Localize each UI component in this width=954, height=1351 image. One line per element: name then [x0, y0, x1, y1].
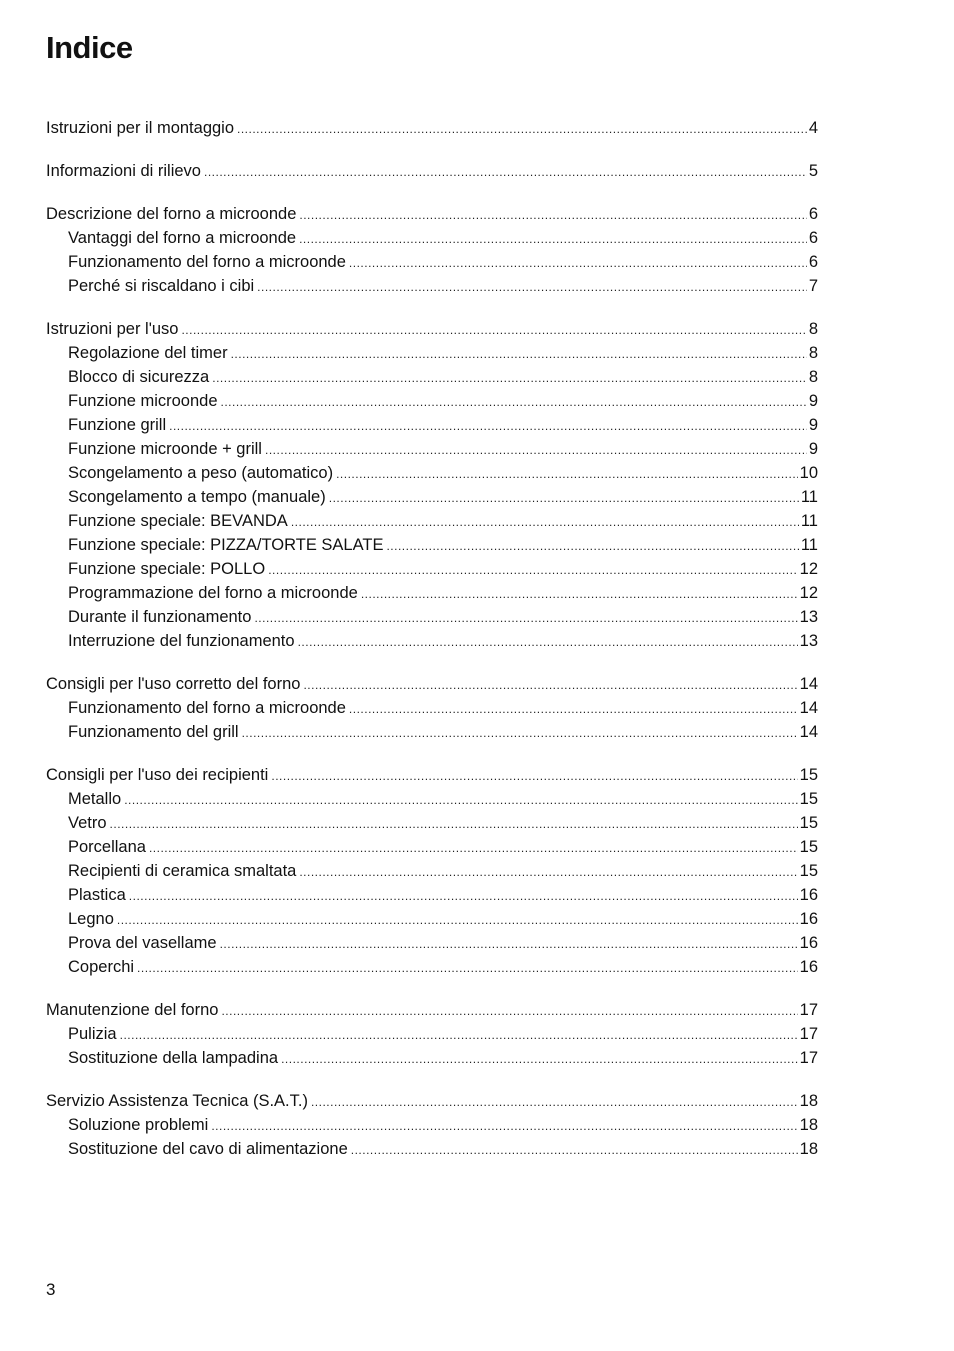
toc-entry-title: Sostituzione della lampadina [68, 1049, 279, 1067]
dot-leader [117, 908, 798, 932]
toc-section-entry[interactable] [46, 998, 818, 1022]
toc-entry-page: 15 [799, 838, 818, 856]
dot-leader [231, 342, 807, 366]
dot-leader [212, 366, 807, 390]
toc-entry-page: 14 [799, 699, 818, 717]
toc-entry-page: 15 [799, 790, 818, 808]
toc-subentry[interactable] [46, 1046, 818, 1070]
toc-subentry[interactable] [46, 720, 818, 744]
dot-leader [110, 812, 798, 836]
toc-entry-title: Consigli per l'uso dei recipienti [46, 766, 269, 784]
dot-leader [361, 582, 798, 606]
toc-entry-page: 16 [799, 958, 818, 976]
page-title: Indice [46, 30, 133, 65]
toc-subentry[interactable] [46, 485, 818, 509]
toc-subentry[interactable] [46, 509, 818, 533]
dot-leader [299, 860, 797, 884]
dot-leader [237, 117, 807, 141]
toc-entry-page: 15 [799, 814, 818, 832]
toc-entry-page: 12 [799, 584, 818, 602]
toc-subentry[interactable] [46, 883, 818, 907]
toc-entry-title: Funzione microonde + grill [68, 440, 262, 458]
toc-entry-page: 7 [808, 277, 818, 295]
dot-leader [181, 318, 806, 342]
toc-entry-page: 15 [799, 862, 818, 880]
toc-entry-page: 6 [808, 229, 818, 247]
toc-entry-title: Funzionamento del forno a microonde [68, 699, 346, 717]
toc-entry-title: Programmazione del forno a microonde [68, 584, 358, 602]
toc-subentry[interactable] [46, 811, 818, 835]
toc-entry-page: 9 [808, 416, 818, 434]
toc-entry-title: Plastica [68, 886, 126, 904]
toc-entry-page: 9 [808, 440, 818, 458]
dot-leader [149, 836, 798, 860]
toc-entry-title: Scongelamento a peso (automatico) [68, 464, 334, 482]
toc-entry-title: Regolazione del timer [68, 344, 228, 362]
toc-entry-page: 12 [799, 560, 818, 578]
toc-section [46, 763, 818, 979]
toc-entry-title: Durante il funzionamento [68, 608, 252, 626]
toc-entry-page: 17 [799, 1025, 818, 1043]
toc-subentry[interactable] [46, 696, 818, 720]
dot-leader [221, 999, 797, 1023]
toc-subentry[interactable] [46, 859, 818, 883]
dot-leader [120, 1023, 798, 1047]
dot-leader [303, 673, 797, 697]
toc-section-entry[interactable] [46, 1089, 818, 1113]
toc-subentry[interactable] [46, 1022, 818, 1046]
toc-subentry[interactable] [46, 1113, 818, 1137]
toc-section-entry[interactable] [46, 672, 818, 696]
toc-entry-title: Manutenzione del forno [46, 1001, 219, 1019]
toc-subentry[interactable] [46, 413, 818, 437]
toc-entry-title: Funzione grill [68, 416, 167, 434]
toc-entry-page: 11 [800, 536, 818, 554]
toc-entry-page: 13 [799, 632, 818, 650]
toc-section [46, 202, 818, 298]
toc-section-entry[interactable] [46, 159, 818, 183]
toc-subentry[interactable] [46, 533, 818, 557]
dot-leader [311, 1090, 798, 1114]
toc-entry-page: 6 [808, 253, 818, 271]
toc-entry-title: Descrizione del forno a microonde [46, 205, 297, 223]
dot-leader [271, 764, 797, 788]
dot-leader [265, 438, 807, 462]
toc-subentry[interactable] [46, 365, 818, 389]
toc-entry-title: Servizio Assistenza Tecnica (S.A.T.) [46, 1092, 308, 1110]
dot-leader [220, 932, 798, 956]
dot-leader [254, 606, 797, 630]
toc-entry-title: Consigli per l'uso corretto del forno [46, 675, 301, 693]
toc-entry-title: Vetro [68, 814, 107, 832]
dot-leader [336, 462, 798, 486]
dot-leader [221, 390, 807, 414]
toc-entry-title: Funzionamento del forno a microonde [68, 253, 346, 271]
toc-subentry[interactable] [46, 461, 818, 485]
toc-section [46, 1089, 818, 1161]
toc-subentry[interactable] [46, 341, 818, 365]
toc-subentry[interactable] [46, 1137, 818, 1161]
toc-subentry[interactable] [46, 581, 818, 605]
page-number: 3 [46, 1280, 56, 1299]
toc-subentry[interactable] [46, 226, 818, 250]
toc-entry-title: Funzione microonde [68, 392, 218, 410]
toc-entry-page: 10 [799, 464, 818, 482]
dot-leader [281, 1047, 798, 1071]
toc-subentry[interactable] [46, 250, 818, 274]
toc-subentry[interactable] [46, 605, 818, 629]
toc-entry-page: 16 [799, 910, 818, 928]
dot-leader [299, 203, 806, 227]
toc-entry-title: Funzionamento del grill [68, 723, 239, 741]
toc-subentry[interactable] [46, 931, 818, 955]
toc-entry-title: Informazioni di rilievo [46, 162, 201, 180]
toc-entry-title: Recipienti di ceramica smaltata [68, 862, 297, 880]
toc-entry-title: Funzione speciale: POLLO [68, 560, 266, 578]
toc-entry-title: Blocco di sicurezza [68, 368, 210, 386]
toc-subentry[interactable] [46, 835, 818, 859]
toc-entry-title: Vantaggi del forno a microonde [68, 229, 297, 247]
dot-leader [291, 510, 799, 534]
toc-entry-page: 6 [808, 205, 818, 223]
table-of-contents [46, 116, 818, 1180]
dot-leader [137, 956, 798, 980]
toc-entry-page: 18 [799, 1140, 818, 1158]
toc-entry-page: 16 [799, 934, 818, 952]
toc-entry-title: Funzione speciale: PIZZA/TORTE SALATE [68, 536, 384, 554]
toc-entry-page: 18 [799, 1116, 818, 1134]
toc-section [46, 998, 818, 1070]
toc-entry-page: 13 [799, 608, 818, 626]
toc-entry-title: Funzione speciale: BEVANDA [68, 512, 288, 530]
toc-entry-page: 4 [808, 119, 818, 137]
toc-section [46, 116, 818, 140]
dot-leader [351, 1138, 798, 1162]
toc-entry-title: Perché si riscaldano i cibi [68, 277, 255, 295]
dot-leader [298, 630, 798, 654]
toc-entry-page: 9 [808, 392, 818, 410]
toc-section-entry[interactable] [46, 202, 818, 226]
toc-entry-title: Soluzione problemi [68, 1116, 209, 1134]
dot-leader [349, 697, 798, 721]
dot-leader [124, 788, 797, 812]
toc-entry-page: 15 [799, 766, 818, 784]
dot-leader [211, 1114, 797, 1138]
dot-leader [129, 884, 798, 908]
toc-section [46, 672, 818, 744]
toc-section-entry[interactable] [46, 763, 818, 787]
toc-entry-title: Coperchi [68, 958, 135, 976]
toc-section [46, 317, 818, 653]
toc-entry-title: Sostituzione del cavo di alimentazione [68, 1140, 348, 1158]
toc-entry-page: 14 [799, 675, 818, 693]
toc-entry-page: 17 [799, 1001, 818, 1019]
toc-entry-page: 11 [800, 488, 818, 506]
toc-subentry[interactable] [46, 437, 818, 461]
toc-subentry[interactable] [46, 787, 818, 811]
toc-entry-title: Istruzioni per l'uso [46, 320, 179, 338]
dot-leader [257, 275, 807, 299]
dot-leader [299, 227, 807, 251]
dot-leader [386, 534, 798, 558]
toc-entry-title: Scongelamento a tempo (manuale) [68, 488, 326, 506]
toc-section [46, 159, 818, 183]
toc-entry-page: 8 [808, 344, 818, 362]
dot-leader [268, 558, 797, 582]
toc-section-entry[interactable] [46, 317, 818, 341]
toc-entry-page: 5 [808, 162, 818, 180]
toc-entry-title: Interruzione del funzionamento [68, 632, 295, 650]
dot-leader [242, 721, 798, 745]
toc-entry-page: 8 [808, 368, 818, 386]
dot-leader [329, 486, 799, 510]
toc-subentry[interactable] [46, 629, 818, 653]
toc-entry-page: 16 [799, 886, 818, 904]
toc-entry-page: 17 [799, 1049, 818, 1067]
toc-subentry[interactable] [46, 389, 818, 413]
toc-subentry[interactable] [46, 907, 818, 931]
toc-entry-page: 11 [800, 512, 818, 530]
dot-leader [204, 160, 807, 184]
toc-subentry[interactable] [46, 955, 818, 979]
toc-entry-page: 8 [808, 320, 818, 338]
toc-entry-title: Metallo [68, 790, 122, 808]
toc-entry-title: Legno [68, 910, 114, 928]
toc-entry-page: 18 [799, 1092, 818, 1110]
toc-entry-title: Prova del vasellame [68, 934, 217, 952]
dot-leader [169, 414, 807, 438]
toc-subentry[interactable] [46, 557, 818, 581]
toc-entry-page: 14 [799, 723, 818, 741]
toc-entry-title: Porcellana [68, 838, 146, 856]
toc-subentry[interactable] [46, 274, 818, 298]
toc-entry-title: Pulizia [68, 1025, 117, 1043]
toc-section-entry[interactable] [46, 116, 818, 140]
toc-entry-title: Istruzioni per il montaggio [46, 119, 235, 137]
dot-leader [349, 251, 807, 275]
